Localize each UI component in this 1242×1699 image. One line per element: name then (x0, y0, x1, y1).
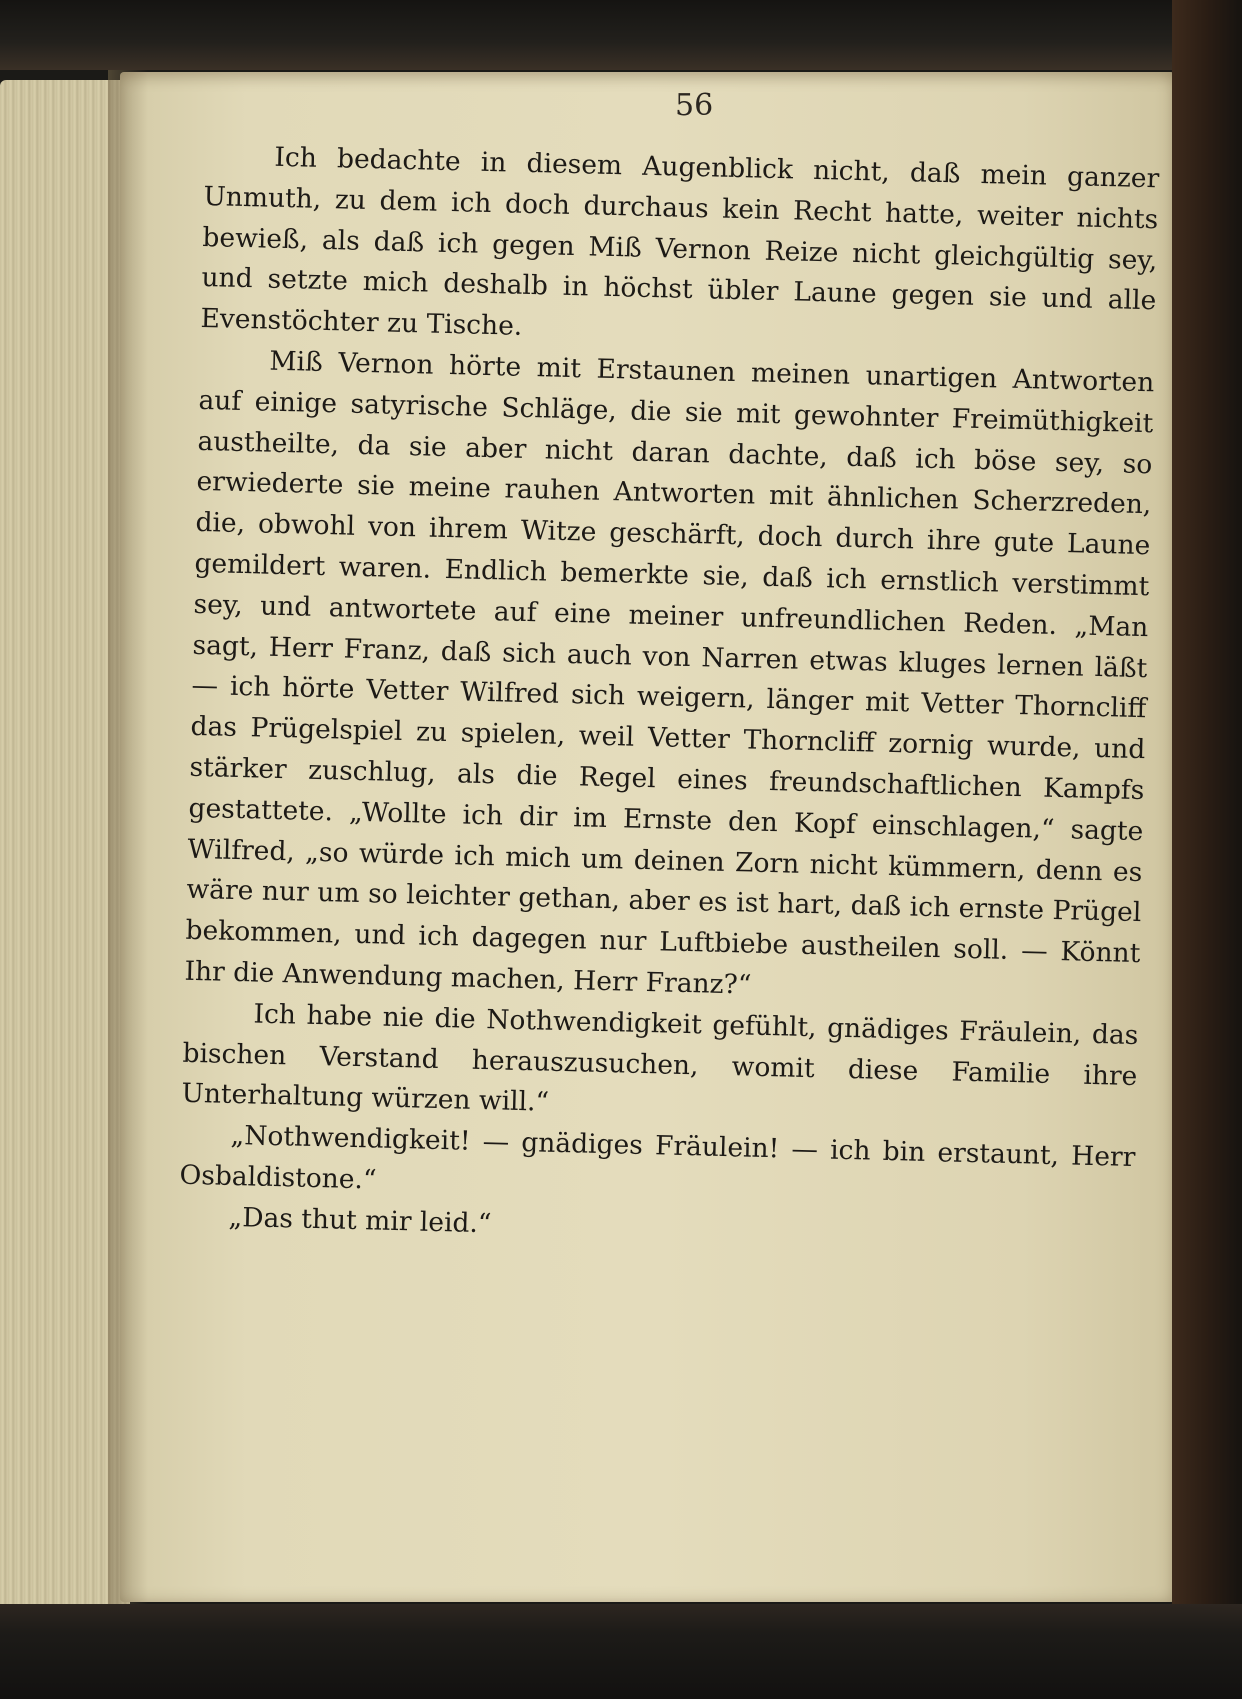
page-text (178, 136, 1160, 1261)
page-gutter-shadow (108, 70, 148, 1630)
book-cover-top (0, 0, 1242, 70)
book-cover-right (1172, 0, 1242, 1699)
book-cover-bottom (0, 1604, 1242, 1699)
paragraph: Ich habe nie die Nothwendigkeit gefühlt, gnädiges Fräulein, das bischen Verstand herauszusuchen, womit diese Familie ihre Unterhaltung würzen will.“ (181, 998, 1139, 1119)
paragraph: Ich bedachte in diesem Augenblick nicht, daß mein ganzer Unmuth, zu dem ich doch durchaus kein Recht hatte, weiter nichts bewieß, als daß ich gegen Miß Vernon Reize nicht gleichgültig sey, und setzte mich deshalb in höchst übler Laune gegen sie und alle Evenstöchter zu Tische. (200, 141, 1160, 342)
paragraph: Miß Vernon hörte mit Erstaunen meinen unartigen Antworten auf einige satyrische Schläge, die sie mit gewohnter Freimüthigkeit austheilte, da sie aber nicht daran dachte, daß ich böse sey, so erwiederte sie meine rauhen Antworten mit ähnlichen Scherzreden, die, obwohl von ihrem Witze geschärft, doch durch ihre gute Laune gemildert waren. Endlich bemerkte sie, daß ich ernstlich verstimmt sey, und antwortete auf eine meiner unfreundlichen Reden. „Man sagt, Herr Franz, daß sich auch von Narren etwas kluges lernen läßt — ich hörte Vetter Wilfred sich weigern, länger mit Vetter Thorncliff das Prügelspiel zu spielen, weil Vetter Thorncliff zornig wurde, und stärker zuschlug, als die Regel eines freundschaftlichen Kampfs gestattete. „Wollte ich dir im Ernste den Kopf einschlagen,“ sagte Wilfred, „so würde ich mich um deinen Zorn nicht kümmern, denn es wäre nur um so leichter gethan, aber es ist hart, daß ich ernste Prügel bekommen, und ich dagegen nur Luftbiebe austheilen soll. — Könnt Ihr die Anwendung machen, Herr Franz?“ (184, 345, 1155, 1001)
page-number: 56 (675, 88, 714, 123)
paragraph: „Nothwendigkeit! — gnädiges Fräulein! — ich bin erstaunt, Herr Osbaldistone.“ (179, 1120, 1136, 1196)
paragraph: „Das thut mir leid.“ (228, 1201, 492, 1240)
